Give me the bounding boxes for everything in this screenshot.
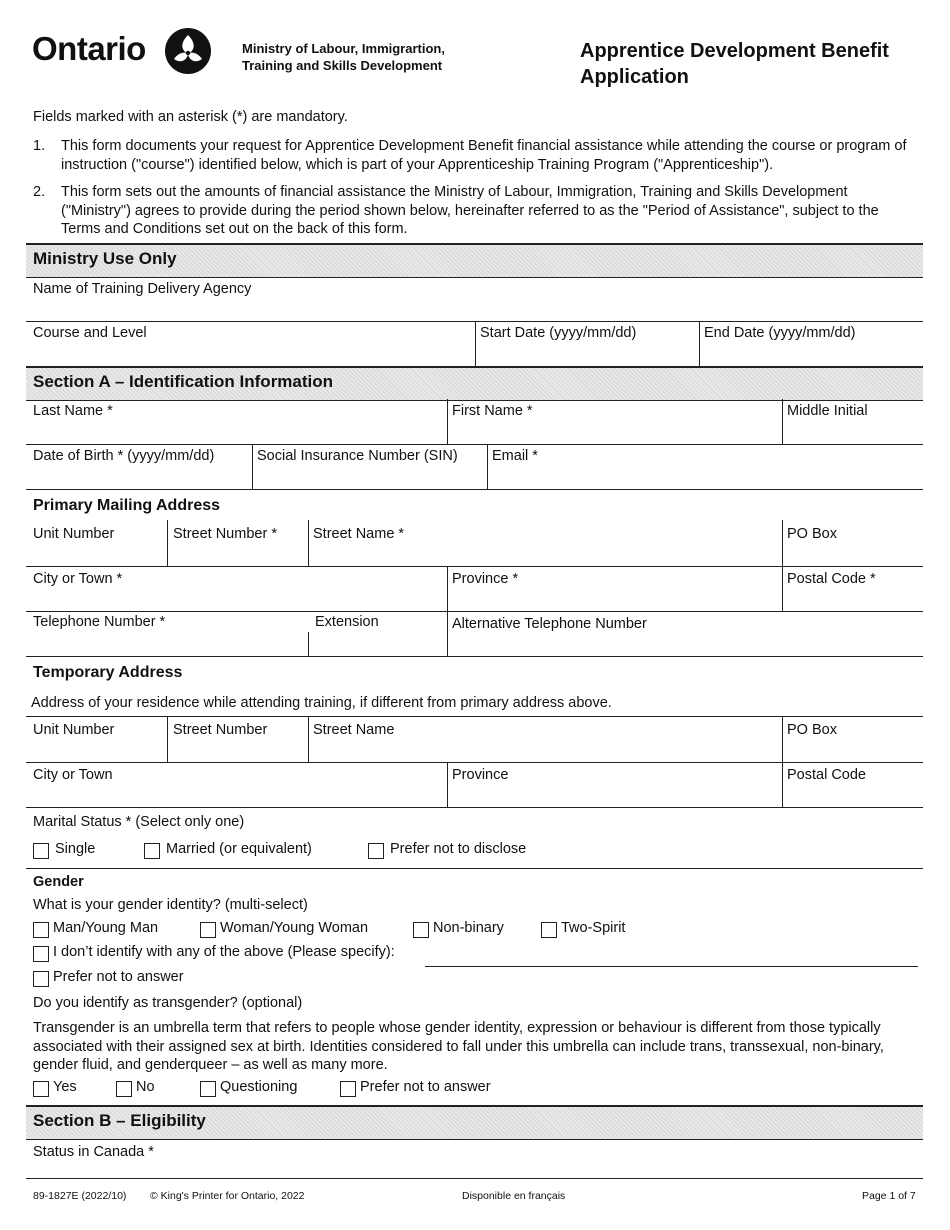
mandatory-note: Fields marked with an asterisk (*) are mandatory. <box>33 109 348 125</box>
temp-unit-number-field[interactable] <box>26 739 166 761</box>
ministry-line-2: Training and Skills Development <box>242 58 443 73</box>
start-date-field[interactable] <box>476 342 698 364</box>
marital-single-checkbox[interactable] <box>33 843 49 859</box>
page-number: Page 1 of 7 <box>862 1190 916 1202</box>
street-name-field[interactable] <box>309 543 781 565</box>
temp-postal-code-label: Postal Code <box>787 767 866 783</box>
last-name-label: Last Name * <box>33 403 113 419</box>
unit-number-label: Unit Number <box>33 526 115 542</box>
form-title-line-2: Application <box>580 66 689 88</box>
form-number: 89-1827E (2022/10) <box>33 1190 127 1202</box>
temp-street-name-field[interactable] <box>309 739 781 761</box>
gender-prefer-not-checkbox[interactable] <box>33 971 49 987</box>
first-name-field[interactable] <box>448 420 781 442</box>
divider <box>26 444 923 445</box>
course-level-label: Course and Level <box>33 325 147 341</box>
first-name-label: First Name * <box>452 403 533 419</box>
last-name-field[interactable] <box>26 420 446 442</box>
status-canada-field[interactable] <box>26 1161 923 1177</box>
divider <box>26 868 923 869</box>
transgender-question: Do you identify as transgender? (optional) <box>33 995 303 1011</box>
extension-label: Extension <box>315 614 379 630</box>
gender-two-spirit-label: Two-Spirit <box>561 920 626 936</box>
street-name-label: Street Name * <box>313 526 405 542</box>
trans-questioning-checkbox[interactable] <box>200 1081 216 1097</box>
temp-province-label: Province <box>452 767 509 783</box>
email-field[interactable] <box>488 465 922 487</box>
alt-telephone-field[interactable] <box>448 633 922 655</box>
trillium-logo-icon <box>164 27 212 75</box>
ministry-name <box>242 40 445 74</box>
temp-city-field[interactable] <box>26 784 446 806</box>
middle-initial-label: Middle Initial <box>787 403 868 419</box>
gender-woman-checkbox[interactable] <box>200 922 216 938</box>
divider <box>26 807 923 808</box>
trans-questioning-label: Questioning <box>220 1079 298 1095</box>
gender-heading: Gender <box>33 874 84 890</box>
alt-telephone-label: Alternative Telephone Number <box>452 616 647 632</box>
copyright: © King's Printer for Ontario, 2022 <box>150 1190 305 1202</box>
divider <box>26 716 923 717</box>
sin-field[interactable] <box>253 465 486 487</box>
sin-label: Social Insurance Number (SIN) <box>257 448 458 464</box>
divider <box>26 489 923 490</box>
ministry-use-heading: Ministry Use Only <box>33 249 177 268</box>
trans-no-checkbox[interactable] <box>116 1081 132 1097</box>
temp-street-number-label: Street Number <box>173 722 268 738</box>
marital-prefer-not-label: Prefer not to disclose <box>390 841 527 857</box>
divider <box>26 762 923 763</box>
gender-other-checkbox[interactable] <box>33 946 49 962</box>
section-b-heading: Section B – Eligibility <box>33 1111 206 1130</box>
trans-prefer-not-label: Prefer not to answer <box>360 1079 491 1095</box>
gender-woman-label: Woman/Young Woman <box>220 920 369 936</box>
form-title-line-1: Apprentice Development Benefit <box>580 40 889 62</box>
course-level-field[interactable] <box>26 342 474 364</box>
dob-field[interactable] <box>26 465 251 487</box>
gender-other-specify-field[interactable] <box>425 946 918 967</box>
start-date-label: Start Date (yyyy/mm/dd) <box>480 325 637 341</box>
intro-item-1-number: 1. <box>33 138 46 154</box>
extension-field[interactable] <box>309 633 446 655</box>
province-field[interactable] <box>448 588 781 610</box>
temp-po-box-label: PO Box <box>787 722 837 738</box>
province-label: Province * <box>452 571 519 587</box>
telephone-label: Telephone Number * <box>33 614 166 630</box>
intro-item-2-number: 2. <box>33 184 46 200</box>
intro-item-2 <box>33 183 918 239</box>
section-b-header <box>26 1105 923 1140</box>
status-canada-label: Status in Canada * <box>33 1144 154 1160</box>
marital-single-label: Single <box>55 841 96 857</box>
form-title <box>580 38 889 90</box>
middle-initial-field[interactable] <box>783 420 922 442</box>
end-date-field[interactable] <box>700 342 922 364</box>
intro-item-1-text: This form documents your request for Apprentice Development Benefit financial assistance while attending the course or program of instruction ("course") identified below, which is part of your Apprenticeship Training Program ("Apprenticeship"). <box>61 138 907 173</box>
section-a-heading: Section A – Identification Information <box>33 372 334 391</box>
end-date-label: End Date (yyyy/mm/dd) <box>704 325 856 341</box>
temp-province-field[interactable] <box>448 784 781 806</box>
divider <box>26 656 923 657</box>
dob-label: Date of Birth * (yyyy/mm/dd) <box>33 448 215 464</box>
divider <box>26 566 923 567</box>
french-availability: Disponible en français <box>462 1190 566 1202</box>
postal-code-field[interactable] <box>783 588 922 610</box>
temporary-address-heading: Temporary Address <box>33 664 183 681</box>
temp-street-name-label: Street Name <box>313 722 395 738</box>
trans-prefer-not-checkbox[interactable] <box>340 1081 356 1097</box>
unit-number-field[interactable] <box>26 543 166 565</box>
intro-item-1 <box>33 137 918 174</box>
trans-yes-checkbox[interactable] <box>33 1081 49 1097</box>
tda-label: Name of Training Delivery Agency <box>33 281 252 297</box>
gender-prefer-not-label: Prefer not to answer <box>53 969 184 985</box>
transgender-definition: Transgender is an umbrella term that refers to people whose gender identity, expression or behaviour is different from those typically associated with their assigned sex at birth. Identities considered to fall under this umbrella can include trans, transsexual, non-binary, gender fluid, and genderqueer – as well as many more. <box>33 1020 884 1073</box>
primary-address-heading: Primary Mailing Address <box>33 497 221 514</box>
trans-yes-label: Yes <box>53 1079 77 1095</box>
section-a-header <box>26 366 923 401</box>
tda-field[interactable] <box>26 300 923 320</box>
gender-nonbinary-checkbox[interactable] <box>413 922 429 938</box>
ontario-logo-text: Ontario <box>32 30 146 67</box>
marital-married-label: Married (or equivalent) <box>166 841 312 857</box>
gender-other-label: I don’t identify with any of the above (Please specify): <box>53 944 395 960</box>
temp-street-number-field[interactable] <box>168 739 307 761</box>
marital-prefer-not-checkbox[interactable] <box>368 843 384 859</box>
trans-no-label: No <box>136 1079 155 1095</box>
temp-unit-number-label: Unit Number <box>33 722 115 738</box>
telephone-field[interactable] <box>26 633 306 655</box>
gender-two-spirit-checkbox[interactable] <box>541 922 557 938</box>
divider <box>26 611 923 612</box>
po-box-label: PO Box <box>787 526 837 542</box>
divider <box>26 1178 923 1179</box>
temporary-address-note: Address of your residence while attending training, if different from primary address above. <box>31 695 612 711</box>
marital-status-label: Marital Status * (Select only one) <box>33 814 245 830</box>
temp-postal-code-field[interactable] <box>783 784 922 806</box>
temp-city-label: City or Town <box>33 767 113 783</box>
ministry-use-header <box>26 243 923 278</box>
street-number-field[interactable] <box>168 543 307 565</box>
city-field[interactable] <box>26 588 446 610</box>
intro-item-2-text: This form sets out the amounts of financial assistance the Ministry of Labour, Immigration, Training and Skills Development ("Ministry") agrees to provide during the period shown below, hereinafter referred to as the "Period of Assistance", subject to the Terms and Conditions set out on the back of this form. <box>61 184 879 237</box>
gender-question: What is your gender identity? (multi-select) <box>33 897 308 913</box>
ministry-line-1: Ministry of Labour, Immigrartion, <box>242 41 445 56</box>
postal-code-label: Postal Code * <box>787 571 876 587</box>
gender-man-checkbox[interactable] <box>33 922 49 938</box>
marital-married-checkbox[interactable] <box>144 843 160 859</box>
city-label: City or Town * <box>33 571 123 587</box>
email-label: Email * <box>492 448 538 464</box>
gender-nonbinary-label: Non-binary <box>433 920 504 936</box>
temp-po-box-field[interactable] <box>783 739 922 761</box>
po-box-field[interactable] <box>783 543 922 565</box>
street-number-label: Street Number * <box>173 526 277 542</box>
gender-man-label: Man/Young Man <box>53 920 159 936</box>
